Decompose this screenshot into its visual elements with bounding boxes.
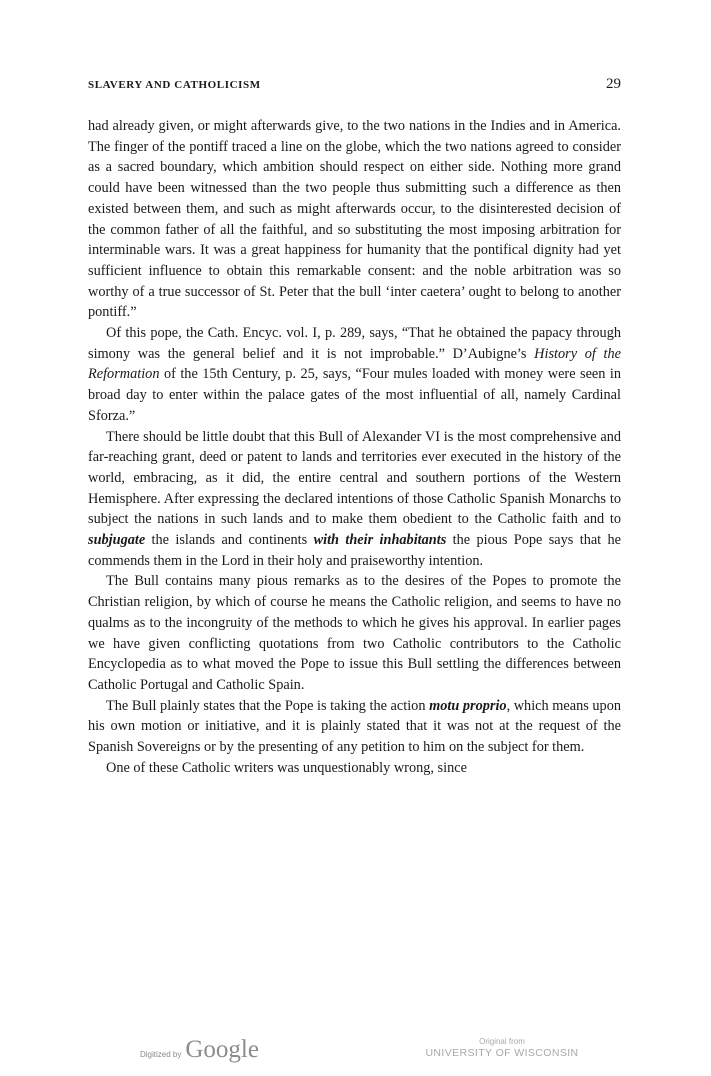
text-run: of the 15th Century, p. 25, says, “Four mules loaded with money were seen in broad day to enter within the palace gates of the most influential of all, namely Cardinal Sforza.”	[88, 366, 621, 424]
text-run: , which means upon his own motion or initiative, and it is plainly stated that it was not at the request of the Spanish Sovereigns or by the presenting of any petition to him on the subject for them.	[88, 697, 621, 756]
paragraph	[88, 758, 621, 779]
original-source	[418, 1036, 586, 1059]
running-head: SLAVERY AND CATHOLICISM	[88, 79, 261, 91]
body-text	[88, 116, 621, 779]
page-header	[88, 76, 621, 93]
text-run: One of these Catholic writers was unquestionably wrong, since	[106, 759, 467, 776]
emphasized-text: motu proprio	[429, 697, 507, 714]
text-run: had already given, or might afterwards give, to the two nations in the Indies and in America. The finger of the pontiff traced a line on the globe, which the two nations agreed to consider as a sacred boundary, which ambition should respect on either side. Nothing more grand could have been witnessed than the two people thus submitting such a difference as then existed between them, and such as might afterwards occur, to the disinterested decision of the common father of all the faithful, and so substituting the most imposing arbitration for interminable wars. It was a great happiness for humanity that the pontifical dignity had yet sufficient influence to obtain this remarkable consent: and the noble arbitration was so worthy of a true successor of St. Peter that the bull ‘inter caetera’ ought to belong to another pontiff.”	[88, 118, 621, 321]
google-logo: Google	[185, 1036, 259, 1063]
text-run: Of this pope, the Cath. Encyc. vol. I, p. 289, says, “That he obtained the papacy through simony was the general belief and it is not improbable.” D’Aubigne’s	[88, 325, 621, 362]
text-run: The Bull plainly states that the Pope is taking the action	[106, 697, 430, 714]
text-run: The Bull contains many pious remarks as to the desires of the Popes to promote the Christian religion, by which of course he means the Catholic religion, and seems to have no qualms as to the incongruity of the methods to which he gives his approval. In earlier pages we have given conflicting quotations from two Catholic contributors to the Catholic Encyclopedia as to what moved the Pope to issue this Bull settling the differences between Catholic Portugal and Catholic Spain.	[88, 573, 621, 693]
paragraph	[88, 696, 621, 758]
text-run: the pious Pope says that he commends them in the Lord in their holy and praiseworthy intention.	[88, 532, 622, 569]
digitized-by-google	[140, 1036, 259, 1064]
paragraph	[88, 116, 621, 323]
emphasized-text: subjugate	[88, 532, 146, 549]
original-from-label: Original from	[479, 1037, 525, 1046]
paragraph	[88, 571, 621, 695]
digitized-by-label: Digitized by	[140, 1050, 182, 1059]
text-run: the islands and continents	[145, 532, 314, 549]
emphasized-text: History of the Reformation	[88, 345, 621, 383]
paragraph	[88, 427, 621, 572]
text-run: There should be little doubt that this Bull of Alexander VI is the most comprehensive and far-reaching grant, deed or patent to lands and territories ever executed in the history of the world, embracing, as it did, the entire central and southern portions of the Western Hemisphere. After expressing the declared intentions of those Catholic Spanish Monarchs to subject the nations in such lands and to make them obedient to the Catholic faith and to	[88, 428, 621, 528]
emphasized-text: with their inhabitants	[313, 532, 447, 549]
university-label: UNIVERSITY OF WISCONSIN	[425, 1047, 579, 1059]
paragraph	[88, 323, 621, 427]
page-number: 29	[606, 76, 621, 92]
